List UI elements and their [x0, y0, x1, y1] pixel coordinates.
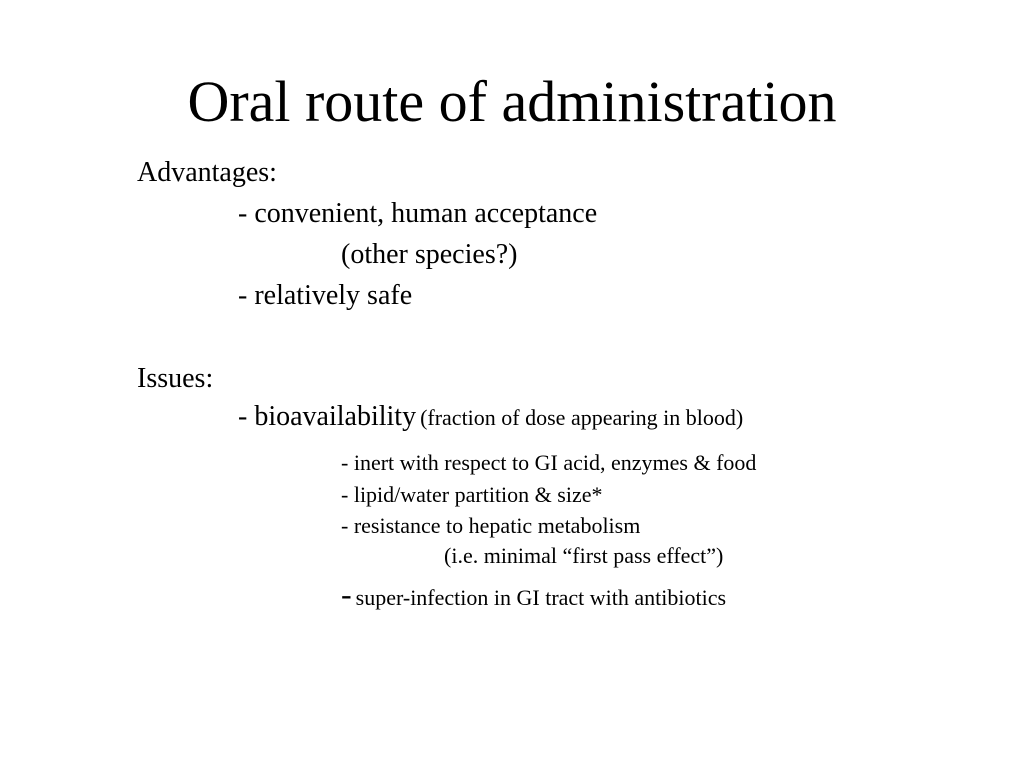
advantage-item: - convenient, human acceptance	[238, 198, 598, 229]
superinfection-line	[341, 577, 726, 612]
issues-heading: Issues:	[137, 363, 214, 394]
advantage-item: - relatively safe	[238, 280, 413, 311]
sub-issue-item: - resistance to hepatic metabolism	[341, 513, 641, 538]
advantages-heading: Advantages:	[137, 157, 277, 188]
sub-issue-item: - lipid/water partition & size*	[341, 482, 603, 507]
sub-issue-item: - inert with respect to GI acid, enzymes & food	[341, 450, 757, 475]
superinfection-dash: -	[341, 576, 352, 612]
sub-issue-subitem: (i.e. minimal “first pass effect”)	[444, 543, 724, 568]
bioavailability-note: (fraction of dose appearing in blood)	[420, 405, 744, 430]
superinfection-text: super-infection in GI tract with antibiotics	[355, 585, 727, 610]
bioavailability-line	[238, 400, 743, 434]
slide-title: Oral route of administration	[187, 69, 837, 134]
advantage-subitem: (other species?)	[341, 239, 518, 270]
bioavailability-label: - bioavailability	[238, 401, 417, 432]
